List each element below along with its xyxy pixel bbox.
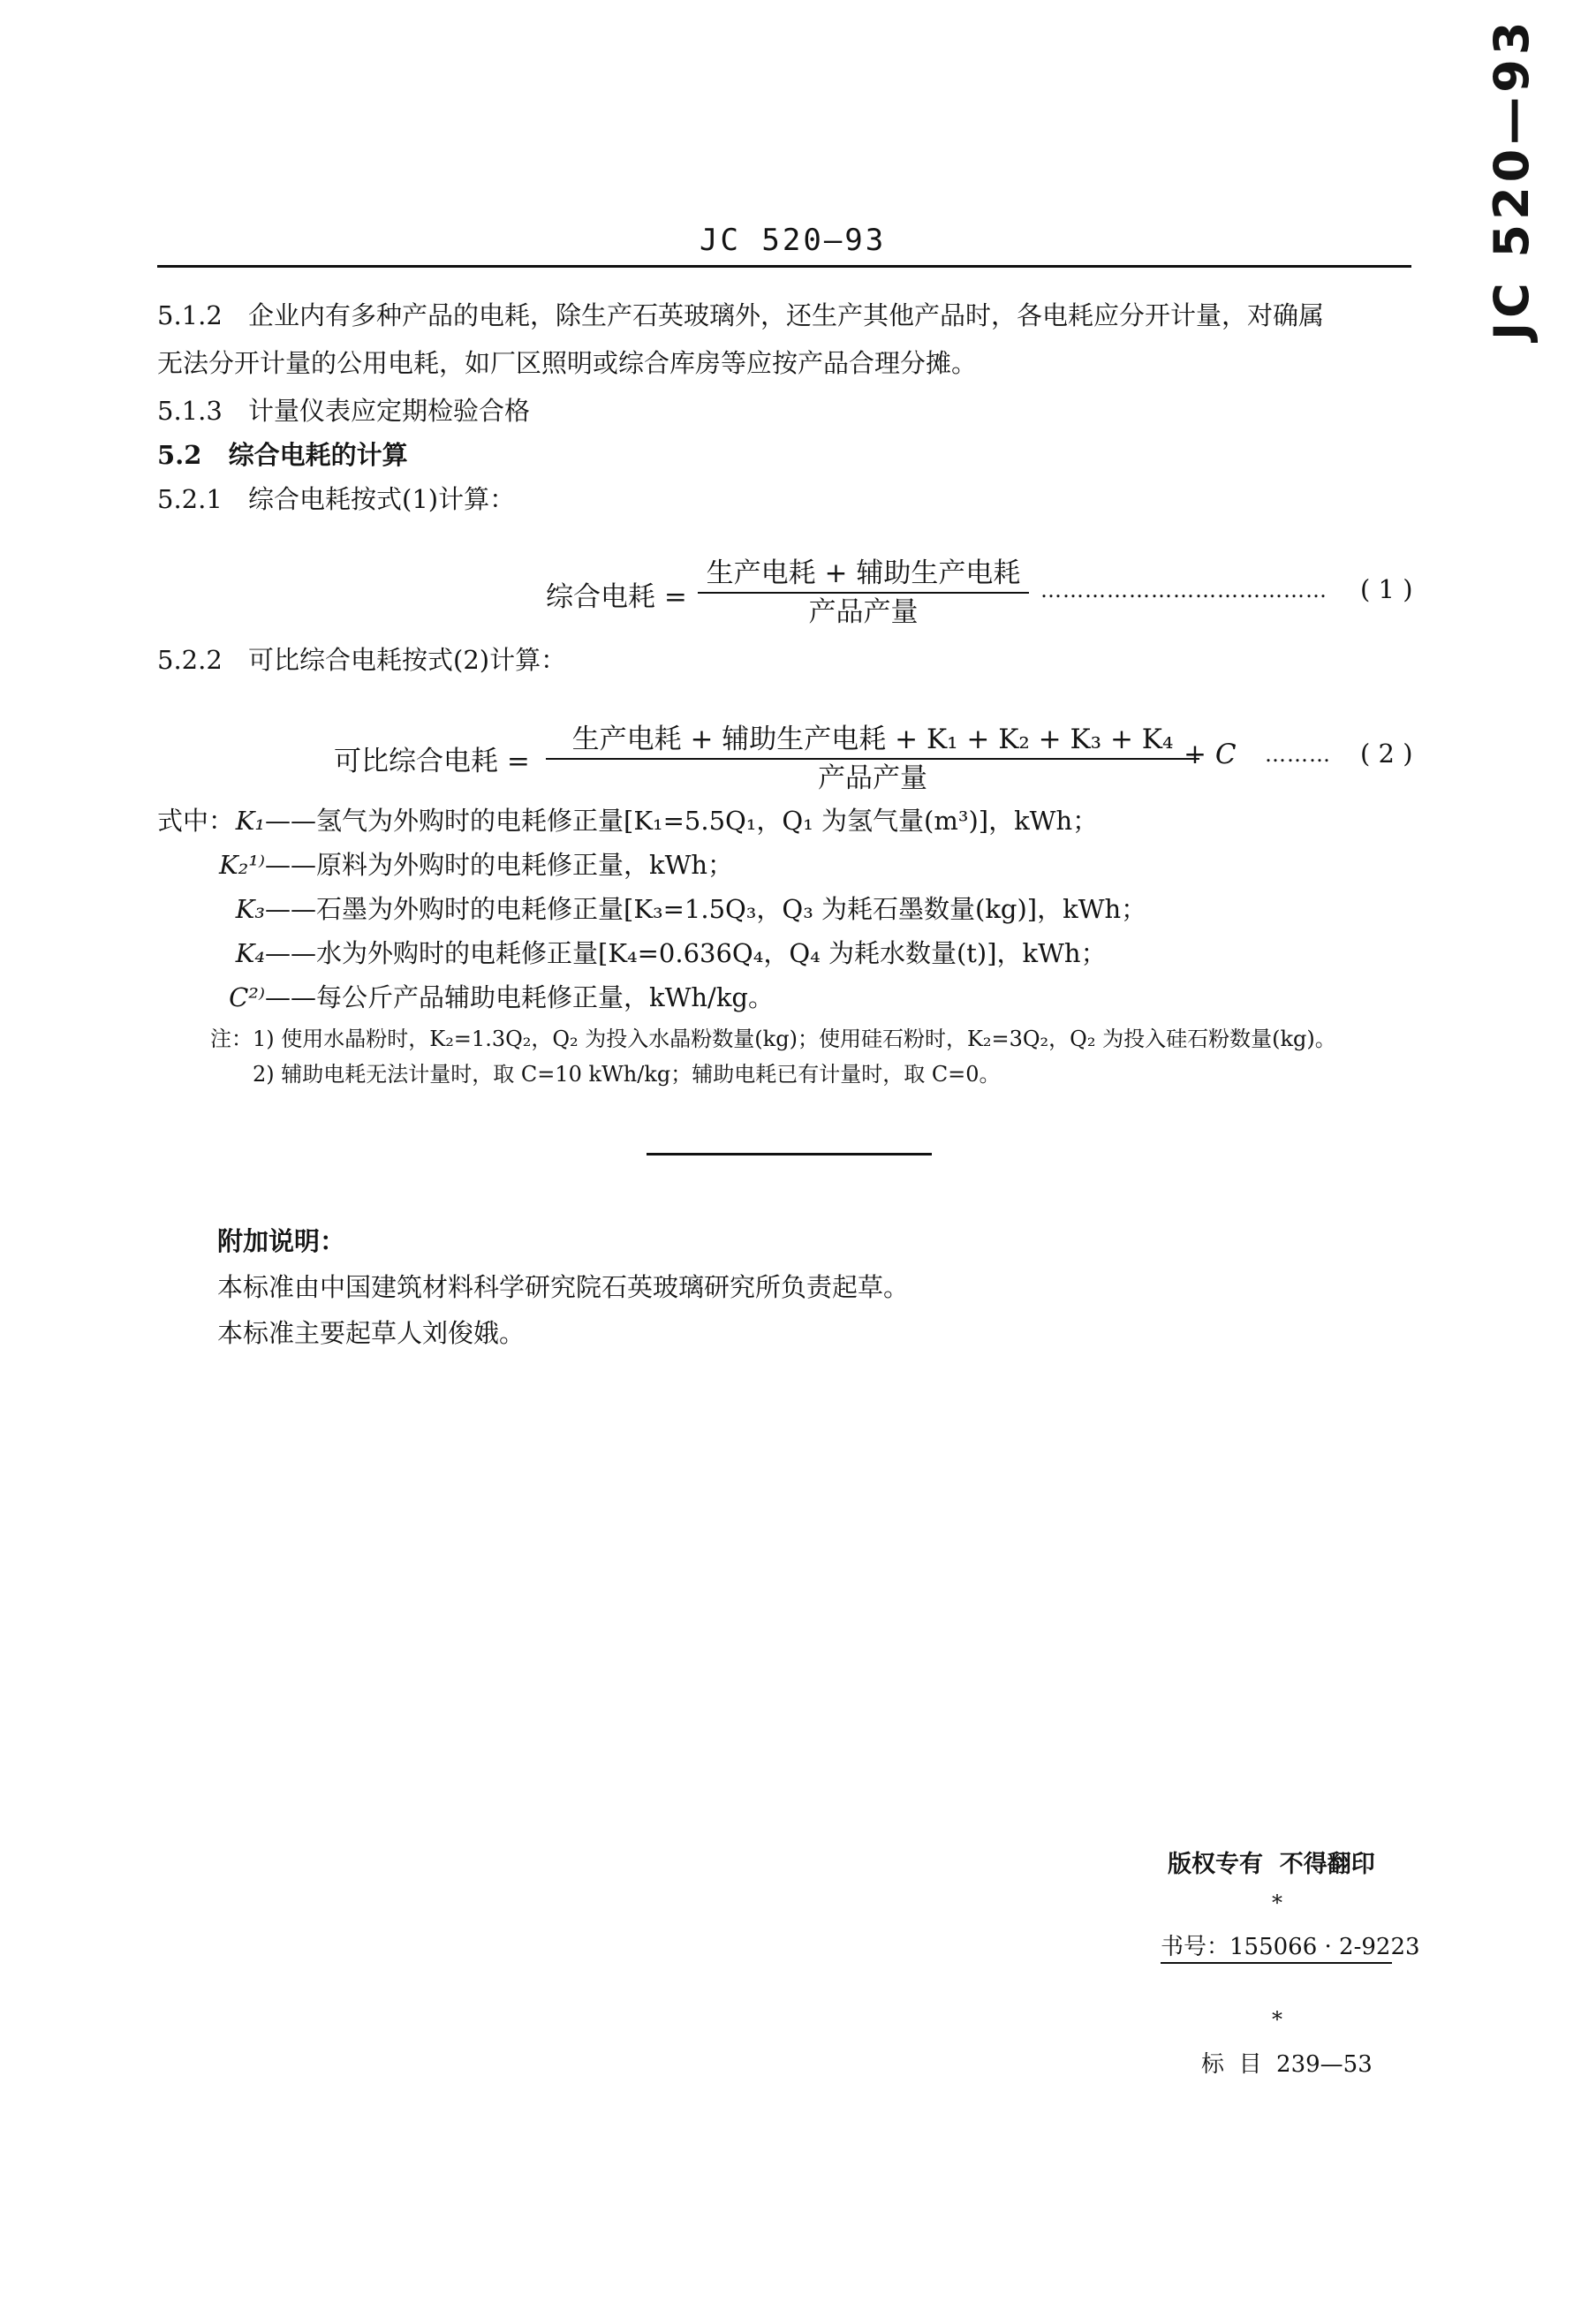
section-text: 可比综合电耗按式(2)计算： [248, 645, 567, 675]
side-standard-code: JC 520—93 [1484, 17, 1539, 340]
em-dash: —— [265, 850, 316, 880]
book-number-underline [1161, 1962, 1392, 1964]
header-standard-code: JC 520—93 [700, 223, 887, 258]
section-number: 5.2.1 [157, 484, 223, 514]
formula-2-numerator: 生产电耗 + 辅助生产电耗 + K₁ + K₂ + K₃ + K₄ [571, 724, 1174, 755]
em-dash: —— [265, 982, 316, 1012]
variable-symbol: C²⁾ [229, 982, 265, 1012]
section-5-1-2 [157, 292, 1324, 339]
where-lead: 式中： [157, 806, 235, 836]
where-item-k2 [150, 841, 733, 889]
note-1: 1) 使用水晶粉时，K₂=1.3Q₂，Q₂ 为投入水晶粉数量(kg)；使用硅石粉时，K₂=3Q₂，Q₂ 为投入硅石粉数量(kg)。 [253, 1027, 1336, 1051]
where-item-k1 [150, 797, 1098, 845]
formula-2-number: ( 2 ) [1360, 739, 1413, 769]
formula-1-number: ( 1 ) [1360, 574, 1413, 604]
variable-definition: 水为外购时的电耗修正量[K₄=0.636Q₄，Q₄ 为耗水数量(t)]，kWh； [316, 938, 1107, 968]
formula-2-denominator: 产品产量 [818, 762, 927, 794]
section-text: 企业内有多种产品的电耗，除生产石英玻璃外，还生产其他产品时，各电耗应分开计量，对确属 [248, 300, 1325, 330]
section-5-2 [157, 431, 408, 479]
section-5-1-2-cont: 无法分开计量的公用电耗，如厂区照明或综合库房等应按产品合理分摊。 [157, 348, 978, 378]
variable-definition: 氢气为外购时的电耗修正量[K₁=5.5Q₁，Q₁ 为氢气量(m³)]，kWh； [316, 806, 1099, 836]
formula-1-denominator: 产品产量 [808, 596, 919, 628]
em-dash: —— [265, 938, 316, 968]
footer-star-1: * [1272, 1890, 1282, 1915]
where-item-k3 [150, 885, 1146, 933]
variable-symbol: K₃ [235, 894, 265, 924]
section-text: 计量仪表应定期检验合格 [248, 396, 531, 426]
formula-2-lhs: 可比综合电耗 = [334, 746, 530, 777]
section-number: 5.2 [157, 440, 202, 470]
section-text: 综合电耗按式(1)计算： [248, 484, 516, 514]
variable-definition: 原料为外购时的电耗修正量，kWh； [316, 850, 734, 880]
formula-1-leader: ………………………………… [1040, 578, 1327, 602]
formula-2-fraction [546, 721, 1199, 797]
formula-1-numerator: 生产电耗 + 辅助生产电耗 [706, 557, 1021, 589]
section-5-1-3 [157, 387, 530, 435]
section-number: 5.2.2 [157, 645, 223, 675]
where-item-k4 [150, 929, 1107, 977]
formula-1-lhs: 综合电耗 = [546, 581, 687, 613]
variable-definition: 石墨为外购时的电耗修正量[K₃=1.5Q₃，Q₃ 为耗石墨数量(kg)]，kWh； [316, 894, 1147, 924]
em-dash: —— [265, 806, 316, 836]
header-rule [157, 265, 1411, 268]
appendix-title: 附加说明： [217, 1226, 346, 1256]
variable-symbol: K₁ [235, 806, 265, 836]
variable-symbol: K₄ [235, 938, 265, 968]
appendix-line-2: 本标准主要起草人刘俊娥。 [217, 1318, 526, 1348]
section-5-2-1 [157, 475, 515, 523]
footer-star-2: * [1272, 2007, 1282, 2032]
book-number: 书号：155066 · 2-9223 [1161, 1934, 1420, 1960]
note-2: 2) 辅助电耗无法计量时，取 C=10 kWh/kg；辅助电耗已有计量时，取 C=0。 [253, 1062, 1001, 1087]
where-item-c [150, 974, 774, 1021]
formula-2-leader: ……… [1265, 742, 1331, 767]
end-rule [647, 1153, 932, 1156]
copyright-notice: 版权专有 不得翻印 [1168, 1851, 1375, 1878]
section-number: 5.1.2 [157, 300, 223, 330]
formula-1-fraction [698, 555, 1029, 631]
variable-symbol: K₂¹⁾ [218, 850, 265, 880]
em-dash: —— [265, 894, 316, 924]
section-5-2-2 [157, 636, 566, 684]
formula-2-tail: + C [1184, 739, 1237, 770]
notes-lead: 注： [210, 1027, 253, 1051]
variable-definition: 每公斤产品辅助电耗修正量，kWh/kg。 [316, 982, 774, 1012]
section-number: 5.1.3 [157, 396, 223, 426]
catalog-number: 标 目 239—53 [1201, 2051, 1373, 2078]
section-heading: 综合电耗的计算 [228, 440, 408, 470]
appendix-line-1: 本标准由中国建筑材料科学研究院石英玻璃研究所负责起草。 [217, 1272, 910, 1302]
